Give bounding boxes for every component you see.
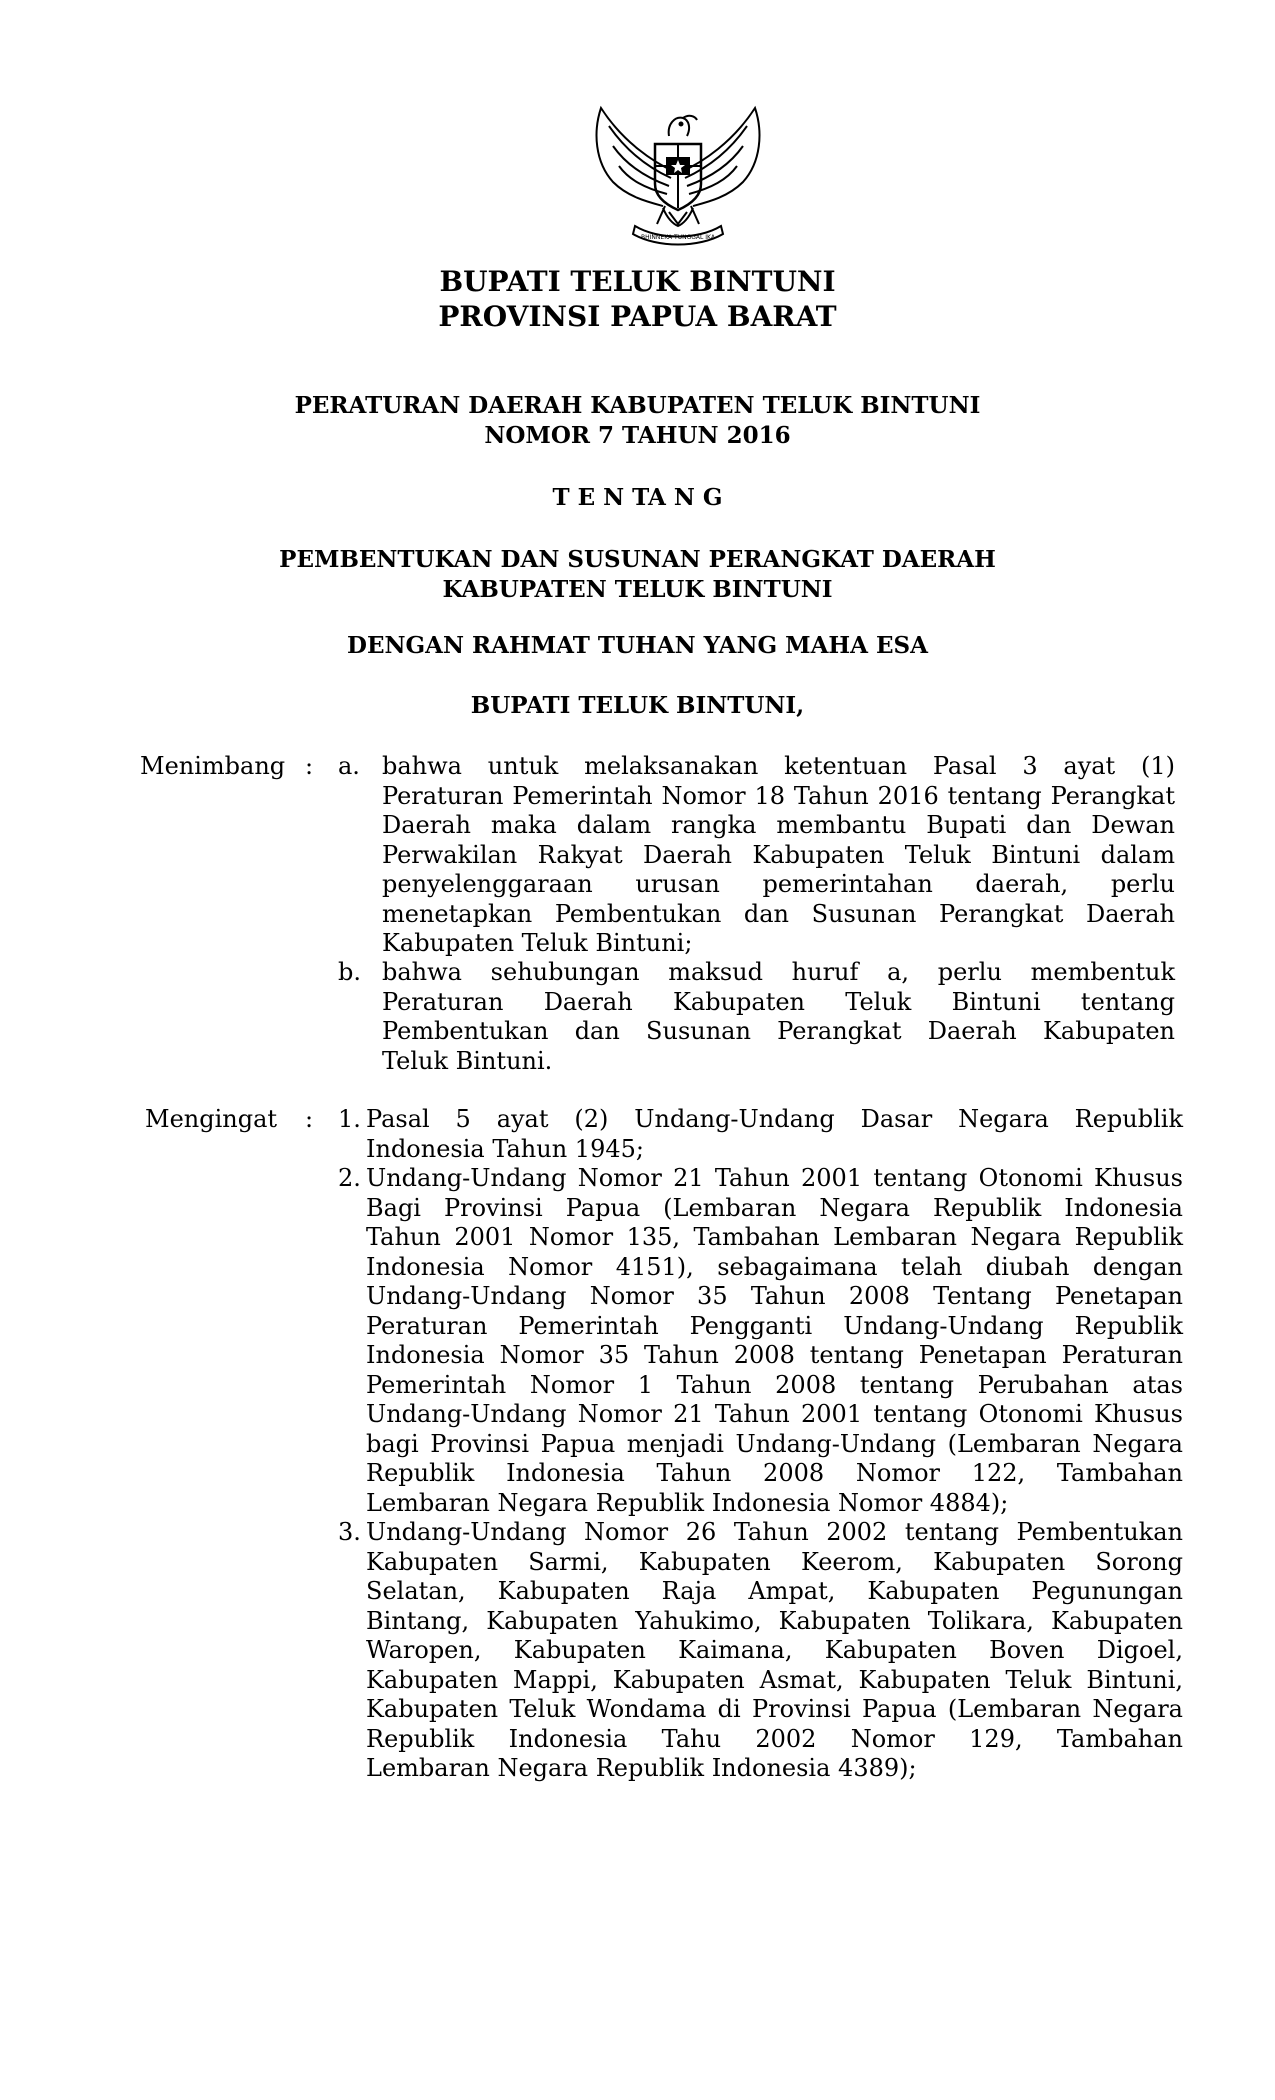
text-line: Lembaran Negara Republik Indonesia 4389); xyxy=(366,1754,917,1782)
text-line: Tahun 2001 Nomor 135, Tambahan Lembaran Negara Republik xyxy=(366,1223,1183,1251)
text-line: Indonesia Tahun 1945; xyxy=(366,1134,644,1163)
issuer-line: BUPATI TELUK BINTUNI, xyxy=(470,692,805,719)
text-line: bahwa untuk melaksanakan ketentuan Pasal 3 ayat (1) xyxy=(382,752,1175,780)
regulation-title-line-1: PERATURAN DAERAH KABUPATEN TELUK BINTUNI xyxy=(294,392,981,419)
emblem-motto: BHINNEKA TUNGGAL IKA xyxy=(641,234,715,241)
subject-line-2: KABUPATEN TELUK BINTUNI xyxy=(442,576,833,603)
text-line: penyelenggaraan urusan pemerintahan daerah, perlu xyxy=(382,870,1175,898)
text-line: Peraturan Pemerintah Pengganti Undang-Undang Republik xyxy=(366,1311,1183,1340)
menimbang-item-text xyxy=(382,958,1175,1076)
text-line: Undang-Undang Nomor 26 Tahun 2002 tentang Pembentukan xyxy=(366,1518,1183,1546)
text-line: Pasal 5 ayat (2) Undang-Undang Dasar Negara Republik xyxy=(366,1105,1183,1133)
text-line: Republik Indonesia Tahun 2008 Nomor 122, Tambahan xyxy=(366,1459,1183,1487)
subject-line-1: PEMBENTUKAN DAN SUSUNAN PERANGKAT DAERAH xyxy=(279,546,996,573)
regulation-title-line-2: NOMOR 7 TAHUN 2016 xyxy=(484,422,791,449)
mengingat-item-marker: 1. xyxy=(338,1105,361,1133)
text-line: Pembentukan dan Susunan Perangkat Daerah Kabupaten xyxy=(382,1017,1175,1045)
text-line: Waropen, Kabupaten Kaimana, Kabupaten Boven Digoel, xyxy=(366,1636,1183,1664)
header-line-1: BUPATI TELUK BINTUNI xyxy=(439,265,836,298)
text-line: Indonesia Nomor 35 Tahun 2008 tentang Penetapan Peraturan xyxy=(366,1341,1183,1369)
text-line: Daerah maka dalam rangka membantu Bupati dan Dewan xyxy=(382,811,1175,839)
mengingat-colon: : xyxy=(305,1105,314,1133)
mengingat-item-text xyxy=(366,1105,1183,1164)
text-line: Peraturan Pemerintah Nomor 18 Tahun 2016 tentang Perangkat xyxy=(382,781,1175,810)
blessing-line: DENGAN RAHMAT TUHAN YANG MAHA ESA xyxy=(347,632,928,659)
menimbang-colon: : xyxy=(305,752,314,780)
text-line: Bintang, Kabupaten Yahukimo, Kabupaten Tolikara, Kabupaten xyxy=(366,1606,1183,1635)
menimbang-item-marker: b. xyxy=(338,958,361,986)
tentang-heading: T E N TA N G xyxy=(552,484,723,511)
text-line: bahwa sehubungan maksud huruf a, perlu membentuk xyxy=(382,958,1175,986)
text-line: Republik Indonesia Tahu 2002 Nomor 129, Tambahan xyxy=(366,1724,1183,1753)
text-line: Undang-Undang Nomor 35 Tahun 2008 Tentang Penetapan xyxy=(366,1282,1183,1310)
text-line: bagi Provinsi Papua menjadi Undang-Undang (Lembaran Negara xyxy=(366,1429,1183,1458)
text-line: Pemerintah Nomor 1 Tahun 2008 tentang Perubahan atas xyxy=(366,1370,1183,1399)
text-line: Kabupaten Mappi, Kabupaten Asmat, Kabupaten Teluk Bintuni, xyxy=(366,1665,1183,1694)
text-line: Undang-Undang Nomor 21 Tahun 2001 tentang Otonomi Khusus xyxy=(366,1400,1183,1428)
mengingat-label: Mengingat xyxy=(145,1105,278,1133)
text-line: menetapkan Pembentukan dan Susunan Perangkat Daerah xyxy=(382,899,1175,928)
text-line: Perwakilan Rakyat Daerah Kabupaten Teluk Bintuni dalam xyxy=(382,840,1175,869)
garuda-emblem-icon xyxy=(583,102,773,248)
text-line: Teluk Bintuni. xyxy=(382,1046,553,1075)
text-line: Kabupaten Sarmi, Kabupaten Keerom, Kabupaten Sorong xyxy=(366,1547,1183,1576)
mengingat-item-marker: 3. xyxy=(338,1518,361,1546)
mengingat-item-text xyxy=(366,1518,1183,1784)
mengingat-item-text xyxy=(366,1164,1183,1518)
text-line: Kabupaten Teluk Bintuni; xyxy=(382,929,693,957)
menimbang-label: Menimbang xyxy=(140,752,286,780)
text-line: Peraturan Daerah Kabupaten Teluk Bintuni tentang xyxy=(382,987,1175,1016)
text-line: Bagi Provinsi Papua (Lembaran Negara Republik Indonesia xyxy=(366,1193,1183,1222)
text-line: Kabupaten Teluk Wondama di Provinsi Papua (Lembaran Negara xyxy=(366,1695,1183,1723)
text-line: Selatan, Kabupaten Raja Ampat, Kabupaten Pegunungan xyxy=(366,1577,1183,1605)
header-line-2: PROVINSI PAPUA BARAT xyxy=(438,300,837,333)
text-line: Lembaran Negara Republik Indonesia Nomor 4884); xyxy=(366,1488,1009,1517)
menimbang-item-marker: a. xyxy=(338,752,360,780)
text-line: Undang-Undang Nomor 21 Tahun 2001 tentang Otonomi Khusus xyxy=(366,1164,1183,1192)
menimbang-item-text xyxy=(382,752,1175,959)
text-line: Indonesia Nomor 4151), sebagaimana telah diubah dengan xyxy=(366,1252,1183,1281)
mengingat-item-marker: 2. xyxy=(338,1164,361,1192)
